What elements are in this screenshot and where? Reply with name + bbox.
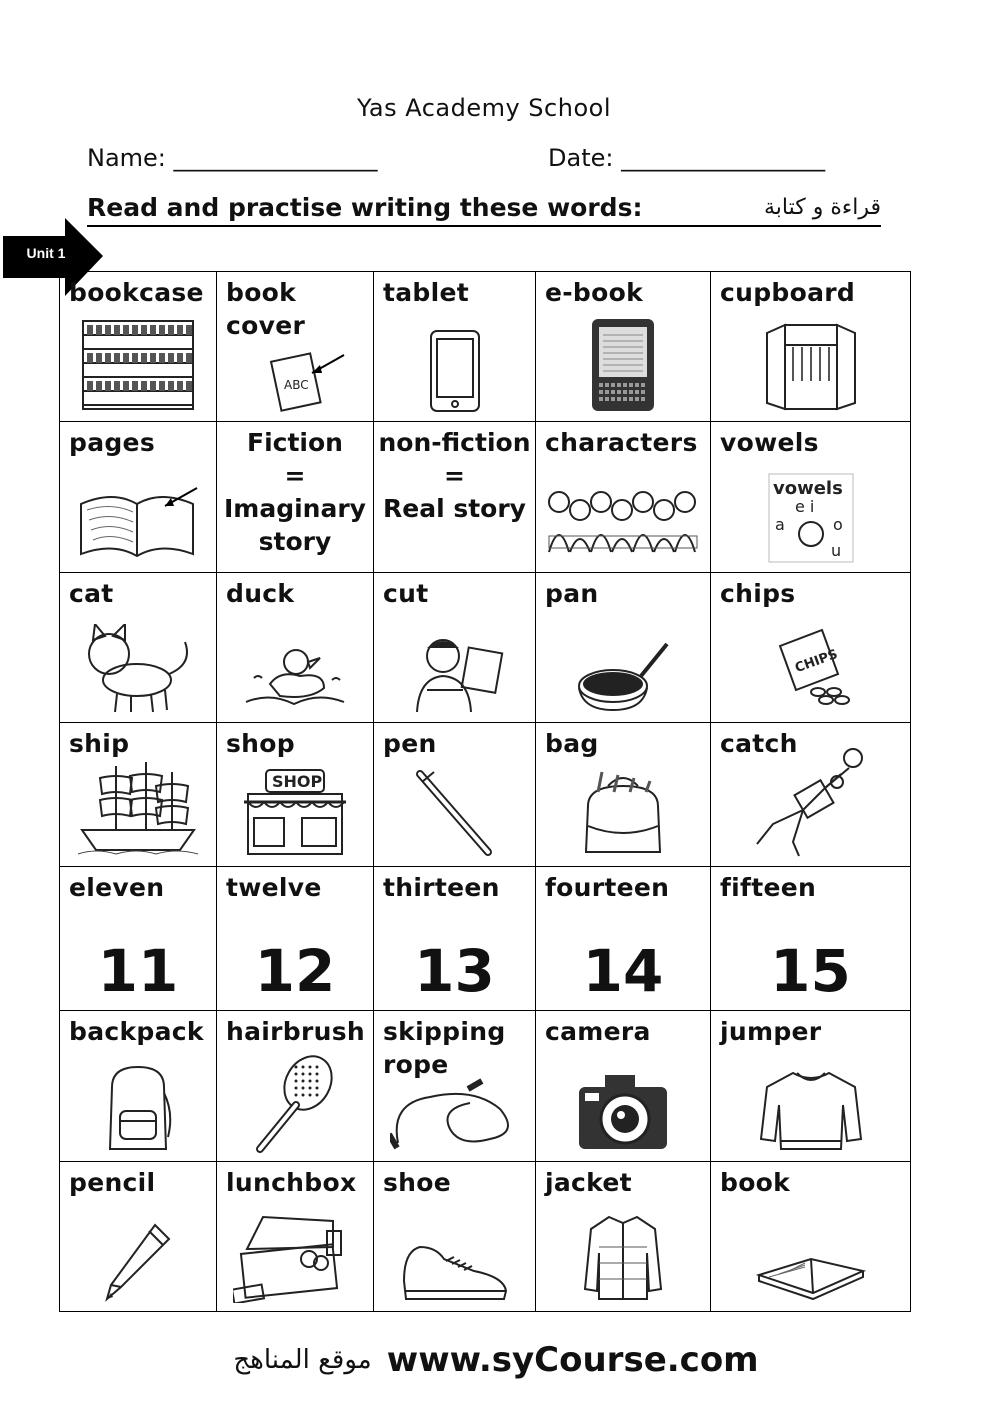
word-cell — [60, 272, 217, 422]
word-label: e-book — [545, 278, 644, 307]
grid-row — [60, 722, 911, 866]
word-cell — [374, 272, 536, 422]
word-label: twelve — [226, 873, 322, 903]
grid-row — [60, 1161, 911, 1311]
word-cell — [536, 1161, 711, 1311]
word-cell — [374, 1161, 536, 1311]
name-field[interactable]: Name: _________________ — [87, 144, 378, 172]
word-label: book cover — [226, 278, 306, 340]
word-cell — [536, 422, 711, 572]
svg-text:e i: e i — [794, 496, 814, 516]
definition-text: Fiction = Imaginary story — [224, 428, 366, 557]
word-cell — [711, 722, 911, 866]
vowels-chart-icon — [711, 472, 910, 564]
jacket-icon — [536, 1213, 710, 1303]
word-label: bag — [545, 728, 599, 758]
definition-text: non-fiction = Real story — [378, 428, 531, 524]
word-cell — [374, 572, 536, 722]
word-cell — [536, 867, 711, 1011]
svg-text:u: u — [830, 540, 841, 560]
pen-icon — [374, 768, 535, 858]
word-cell — [711, 1161, 911, 1311]
skipping-rope-icon — [374, 1073, 535, 1153]
word-cell — [217, 1011, 374, 1161]
word-cell — [217, 572, 374, 722]
svg-text:SHOP: SHOP — [272, 772, 323, 792]
book-cover-icon — [217, 343, 373, 413]
footer-arabic: موقع المناهج — [233, 1345, 372, 1375]
svg-text:a: a — [774, 514, 785, 534]
word-label: duck — [226, 578, 295, 608]
word-cell — [217, 722, 374, 866]
word-cell — [536, 1011, 711, 1161]
backpack-icon — [60, 1063, 216, 1153]
word-label: cat — [69, 578, 114, 608]
instruction-arabic: قراءة و كتابة — [764, 195, 881, 220]
number-value: 14 — [582, 937, 664, 1006]
chips-bag-icon — [711, 628, 910, 714]
bookcase-icon — [60, 317, 216, 413]
word-label: catch — [720, 728, 798, 758]
number-value: 15 — [770, 937, 851, 1006]
lunchbox-icon — [217, 1211, 373, 1303]
word-label: pages — [69, 428, 155, 458]
word-label: camera — [545, 1017, 651, 1047]
word-cell — [374, 422, 536, 572]
word-cell — [60, 1161, 217, 1311]
instruction-text: Read and practise writing these words: — [87, 193, 643, 222]
word-cell — [60, 867, 217, 1011]
svg-text:CHIPS: CHIPS — [792, 646, 840, 677]
word-cell — [711, 867, 911, 1011]
word-cell — [217, 867, 374, 1011]
cupboard-icon — [711, 321, 910, 413]
date-field[interactable]: Date: _________________ — [548, 144, 826, 172]
footer — [0, 1340, 992, 1390]
ebook-reader-icon — [536, 317, 710, 413]
word-label: jacket — [545, 1167, 632, 1197]
word-label: thirteen — [383, 873, 500, 903]
book-icon — [711, 1241, 910, 1303]
duck-icon — [217, 644, 373, 714]
word-label: cupboard — [720, 278, 856, 307]
word-cell — [711, 422, 911, 572]
unit-label: Unit 1 — [26, 245, 66, 261]
word-label: chips — [720, 578, 796, 608]
word-label: pencil — [69, 1167, 156, 1197]
boy-cutting-icon — [374, 634, 535, 714]
word-label: pan — [545, 578, 599, 608]
grid-row — [60, 867, 911, 1011]
grid-row — [60, 1011, 911, 1161]
svg-text:ABC: ABC — [284, 378, 309, 393]
characters-group-icon — [536, 472, 710, 564]
word-label: backpack — [69, 1017, 204, 1047]
grid-row — [60, 422, 911, 572]
svg-text:o: o — [832, 514, 843, 534]
tablet-icon — [374, 329, 535, 413]
shoe-icon — [374, 1237, 535, 1303]
word-label: shoe — [383, 1167, 452, 1197]
shop-icon — [217, 768, 373, 858]
school-bag-icon — [536, 766, 710, 858]
word-cell — [60, 422, 217, 572]
grid-row — [60, 572, 911, 722]
word-cell — [60, 722, 217, 866]
word-label: fourteen — [545, 873, 670, 903]
footer-url[interactable]: www.syCourse.com — [386, 1340, 759, 1380]
jumper-icon — [711, 1069, 910, 1153]
camera-icon — [536, 1069, 710, 1153]
word-cell — [711, 572, 911, 722]
number-value: 12 — [254, 937, 336, 1006]
word-cell — [217, 272, 374, 422]
word-cell — [536, 722, 711, 866]
word-cell — [217, 422, 374, 572]
word-label: skipping rope — [383, 1017, 506, 1080]
word-cell — [536, 272, 711, 422]
word-label: tablet — [383, 278, 469, 307]
word-cell — [711, 1011, 911, 1161]
grid-row — [60, 272, 911, 422]
cat-icon — [60, 624, 216, 714]
word-label: eleven — [69, 873, 165, 903]
hairbrush-icon — [217, 1053, 373, 1153]
word-label: jumper — [720, 1017, 822, 1047]
word-label: ship — [69, 728, 130, 758]
word-label: characters — [545, 428, 698, 458]
ship-icon — [60, 758, 216, 858]
word-label: pen — [383, 728, 437, 758]
word-label: hairbrush — [226, 1017, 365, 1047]
frying-pan-icon — [536, 638, 710, 714]
word-label: shop — [226, 728, 295, 758]
word-cell — [536, 572, 711, 722]
open-book-pages-icon — [60, 484, 216, 564]
word-cell — [711, 272, 911, 422]
word-label: vowels — [720, 428, 819, 458]
word-cell — [60, 572, 217, 722]
goalkeeper-catch-icon — [711, 748, 910, 858]
word-cell — [374, 722, 536, 866]
word-label: lunchbox — [226, 1167, 357, 1197]
word-label: bookcase — [69, 278, 204, 307]
instruction-line — [87, 193, 881, 227]
number-value: 11 — [97, 937, 179, 1006]
word-cell — [374, 1011, 536, 1161]
number-value: 13 — [414, 937, 495, 1006]
svg-text:vowels: vowels — [772, 477, 843, 499]
word-label: fifteen — [720, 873, 817, 903]
word-cell — [60, 1011, 217, 1161]
word-label: cut — [383, 578, 429, 608]
pencil-icon — [60, 1223, 216, 1303]
word-label: book — [720, 1167, 791, 1197]
word-cell — [374, 867, 536, 1011]
vocabulary-grid — [59, 271, 911, 1312]
school-title: Yas Academy School — [357, 94, 611, 122]
word-cell — [217, 1161, 374, 1311]
